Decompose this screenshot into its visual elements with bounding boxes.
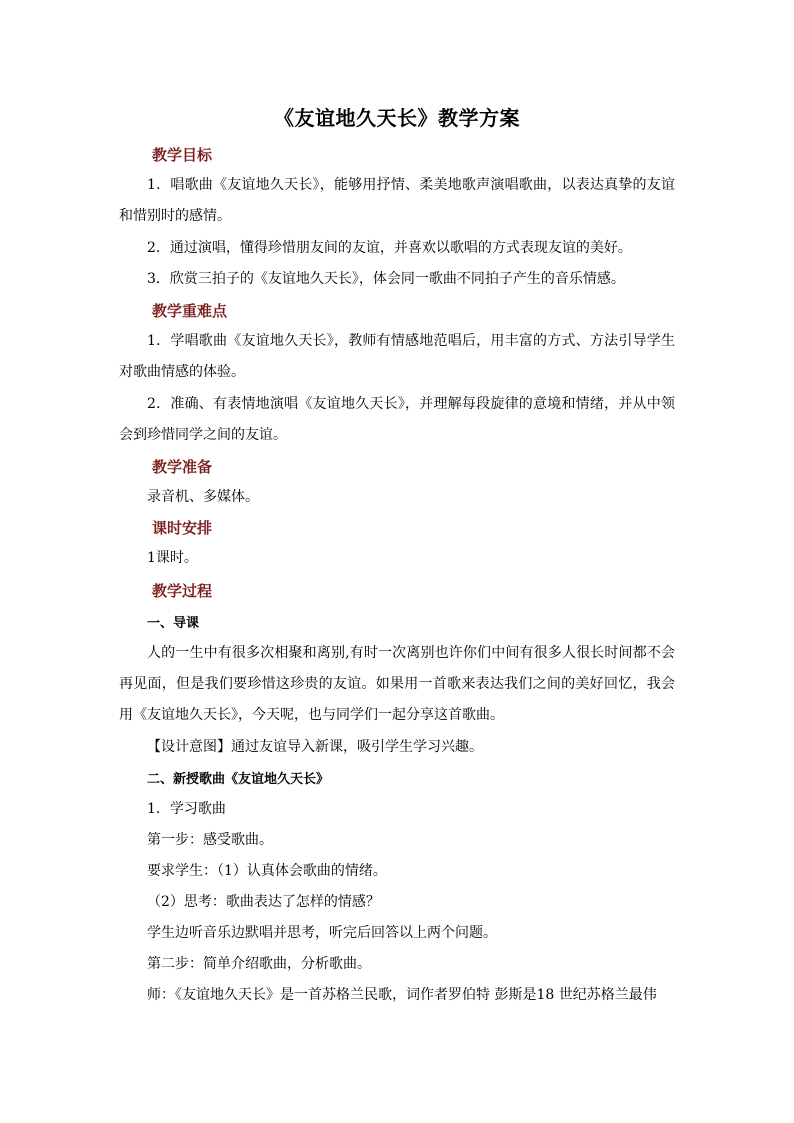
step-title: 1．学习歌曲: [147, 801, 226, 817]
document-title: 《友谊地久天长》教学方案: [274, 106, 520, 130]
requirement-2: （2）思考：歌曲表达了怎样的情感？: [147, 894, 380, 910]
preparation-text: 录音机、多媒体。: [147, 489, 259, 505]
objective-3: 3．欣赏三拍子的《友谊地久天长》，体会同一歌曲不同拍子产生的音乐情感。: [147, 271, 625, 287]
process-part1-heading: 一、导课: [147, 616, 200, 631]
objective-1: 1．唱歌曲《友谊地久天长》，能够用抒情、柔美地歌声演唱歌曲，以表达真挚的友谊和惜别时的感情。: [119, 177, 675, 224]
heading-preparation: 教学准备: [152, 458, 213, 476]
heading-objectives: 教学目标: [152, 146, 213, 164]
objective-2: 2．通过演唱，懂得珍惜朋友间的友谊，并喜欢以歌唱的方式表现友谊的美好。: [147, 240, 632, 256]
heading-process: 教学过程: [152, 582, 213, 600]
step-1: 第一步：感受歌曲。: [147, 832, 273, 848]
heading-key-points: 教学重难点: [152, 302, 228, 320]
listen-instruction: 学生边听音乐边默唱并思考，听完后回答以上两个问题。: [147, 925, 497, 941]
design-note: 【设计意图】通过友谊导入新课，吸引学生学习兴趣。: [147, 739, 483, 755]
key-point-1: 1．学唱歌曲《友谊地久天长》，教师有情感地范唱后，用丰富的方式、方法引导学生对歌曲情感的体验。: [119, 333, 675, 380]
step-2: 第二步：简单介绍歌曲，分析歌曲。: [147, 956, 371, 972]
schedule-text: 1课时。: [147, 550, 198, 566]
requirement-1: 要求学生：（1）认真体会歌曲的情绪。: [147, 863, 387, 879]
process-part2-heading: 二、新授歌曲《友谊地久天长》: [147, 772, 330, 787]
teacher-intro: 师：《友谊地久天长》是一首苏格兰民歌，词作者罗伯特 彭斯是18 世纪苏格兰最伟: [147, 987, 657, 1003]
process-part1-text: 人的一生中有很多次相聚和离别,有时一次离别也许你们中间有很多人很长时间都不会再见面，但是我们要珍惜这珍贵的友谊。如果用一首歌来表达我们之间的美好回忆，我会用《友谊地久天长》，今天呢，也与同学们一起分享这首歌曲。: [119, 645, 675, 723]
key-point-2: 2．准确、有表情地演唱《友谊地久天长》，并理解每段旋律的意境和情绪，并从中领会到珍惜同学之间的友谊。: [119, 396, 675, 443]
heading-schedule: 课时安排: [152, 519, 213, 537]
